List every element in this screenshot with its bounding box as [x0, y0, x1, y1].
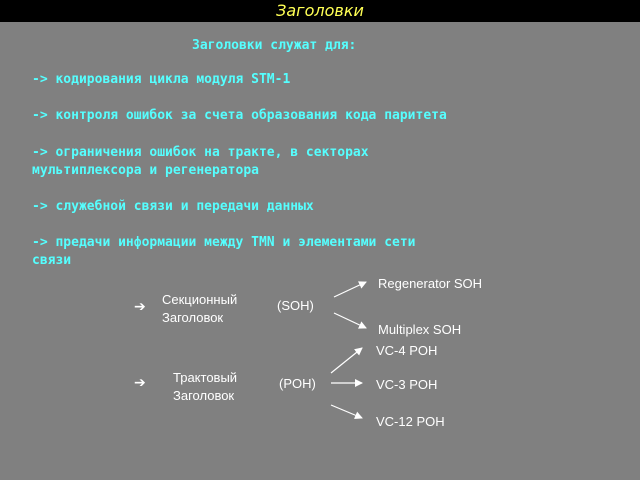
arrow-to-regenerator-soh: [334, 282, 366, 297]
section-overhead-label: Заголовок: [162, 310, 224, 325]
bullet-item: -> кодирования цикла модуля STM-1: [32, 72, 291, 87]
bullet-item-continuation: мультиплексора и регенератора: [32, 163, 259, 178]
arrow-to-vc12-poh: [331, 405, 362, 418]
intro-text: Заголовки служат для:: [192, 38, 357, 53]
poh-abbreviation: (POH): [279, 376, 316, 391]
pointer-arrow-icon: ➔: [134, 375, 146, 391]
vc3-poh-label: VC-3 POH: [376, 377, 438, 392]
bullet-item: -> предачи информации между TMN и элементами сети: [32, 235, 416, 250]
vc12-poh-label: VC-12 POH: [376, 414, 445, 429]
arrow-to-vc4-poh: [331, 348, 362, 373]
vc4-poh-label: VC-4 POH: [376, 343, 438, 358]
bullet-item-continuation: связи: [32, 253, 72, 268]
path-overhead-label: Трактовый: [173, 370, 238, 385]
title-bar: [0, 0, 640, 22]
pointer-arrow-icon: ➔: [134, 299, 146, 315]
slide-title: Заголовки: [276, 1, 364, 20]
bullet-item: -> контроля ошибок за счета образования кода паритета: [32, 108, 447, 123]
bullet-item: -> служебной связи и передачи данных: [32, 199, 314, 214]
path-overhead-label: Заголовок: [173, 388, 235, 403]
bullet-item: -> ограничения ошибок на тракте, в секторах: [32, 145, 369, 160]
soh-abbreviation: (SOH): [277, 298, 314, 313]
regenerator-soh-label: Regenerator SOH: [378, 276, 483, 291]
multiplex-soh-label: Multiplex SOH: [378, 322, 462, 337]
section-overhead-label: Секционный: [162, 292, 238, 307]
arrow-to-multiplex-soh: [334, 313, 366, 328]
